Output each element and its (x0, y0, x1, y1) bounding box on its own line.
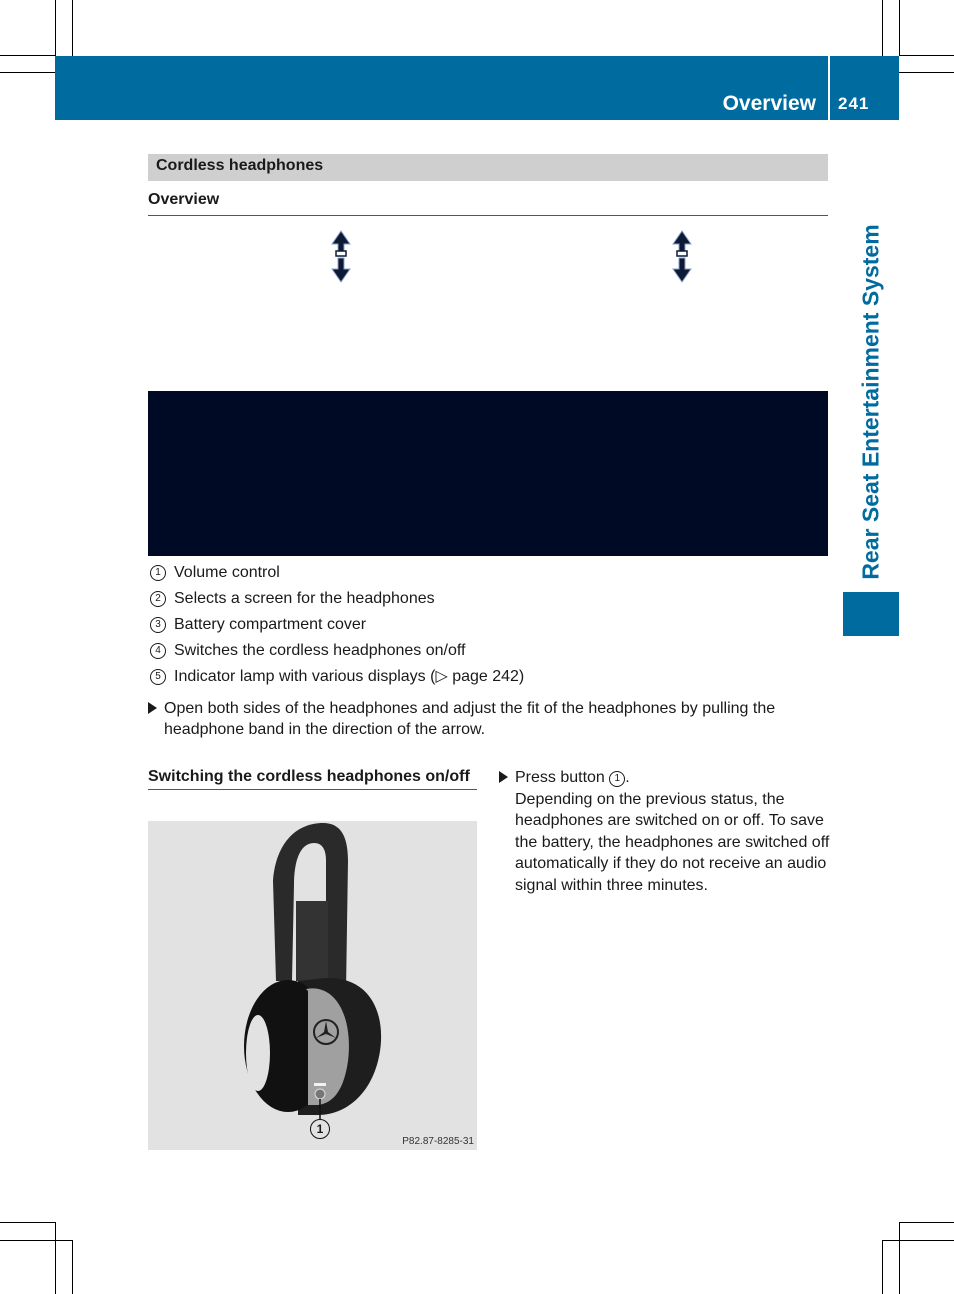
callout-number: 1 (150, 565, 166, 581)
crop-mark (0, 72, 55, 73)
callout-number: 3 (150, 617, 166, 633)
instruction-step (148, 698, 828, 740)
crop-mark (882, 1240, 883, 1294)
figure-dark-panel (148, 391, 828, 556)
instruction-step (499, 767, 834, 896)
instruction-text: Open both sides of the headphones and adjust the fit of the headphones by pulling the headphone band in the direction of the arrow. (164, 700, 776, 738)
step-line (515, 767, 834, 789)
list-item (148, 642, 828, 668)
step-marker-icon (499, 771, 508, 783)
legend-list (148, 564, 828, 694)
image-code: P82.87-8285-31 (402, 1136, 474, 1147)
headphones-icon (148, 821, 477, 1150)
adjust-arrow-icon (332, 231, 350, 282)
step-text: Press button (515, 769, 610, 786)
crop-mark (55, 0, 56, 56)
list-item (148, 564, 828, 590)
crop-mark (0, 1222, 55, 1223)
legend-text: Volume control (174, 564, 280, 581)
step-marker-icon (148, 702, 157, 714)
crop-mark (899, 0, 900, 56)
legend-text: Battery compartment cover (174, 616, 367, 633)
crop-mark (72, 0, 73, 56)
crop-mark (882, 1240, 954, 1241)
page-title: Overview (722, 92, 816, 115)
header-divider (828, 56, 830, 120)
list-item (148, 616, 828, 642)
chapter-tab-marker (843, 592, 899, 636)
legend-text: Selects a screen for the headphones (174, 590, 435, 607)
callout-number: 4 (150, 643, 166, 659)
headphones-photo (148, 821, 477, 1150)
crop-mark (55, 1222, 56, 1294)
crop-mark (899, 1222, 954, 1223)
callout-number: 1 (609, 771, 625, 787)
crop-mark (899, 72, 954, 73)
crop-mark (882, 0, 883, 56)
step-body (515, 767, 834, 896)
crop-mark (899, 55, 954, 56)
crop-mark (899, 1222, 900, 1294)
callout-number: 1 (310, 1119, 330, 1139)
chapter-tab-label: Rear Seat Entertainment System (857, 224, 884, 580)
crop-mark (0, 55, 55, 56)
section-banner-title: Cordless headphones (156, 157, 324, 174)
adjust-arrow-icon (673, 231, 691, 282)
overview-figure (148, 222, 828, 556)
subheading: Overview (148, 191, 828, 216)
callout-number: 5 (150, 669, 166, 685)
step-text-end: . (625, 769, 630, 786)
legend-text: Indicator lamp with various displays (▷ page 242) (174, 668, 525, 685)
list-item (148, 590, 828, 616)
step-detail: Depending on the previous status, the headphones are switched on or off. To save the battery, the headphones are switched off automatically if they do not receive an audio signal within three minutes. (515, 790, 830, 894)
crop-mark (72, 1240, 73, 1294)
list-item (148, 668, 828, 694)
callout-number: 2 (150, 591, 166, 607)
crop-mark (0, 1240, 72, 1241)
section-heading: Switching the cordless headphones on/off (148, 766, 477, 790)
page-number: 241 (838, 94, 870, 113)
legend-text: Switches the cordless headphones on/off (174, 642, 466, 659)
section-banner (148, 154, 828, 181)
